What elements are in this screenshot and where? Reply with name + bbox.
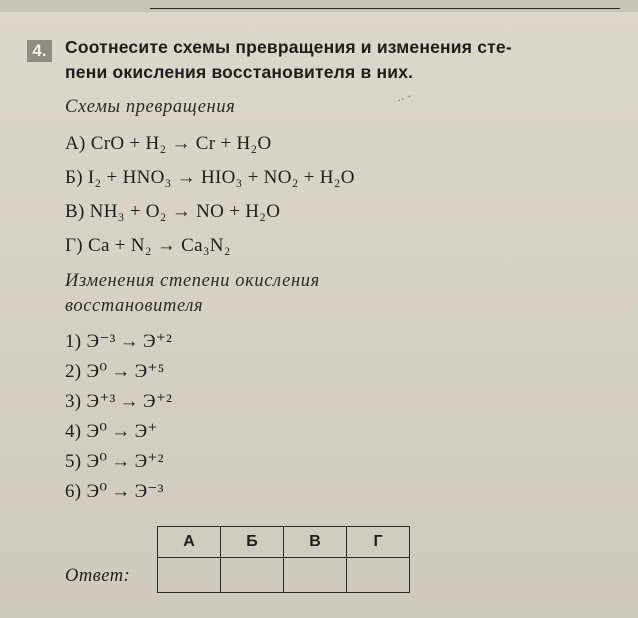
answer-cell-v[interactable] <box>284 558 347 593</box>
change-4-to: Э⁺ <box>134 421 158 442</box>
task-number: 4. <box>27 40 52 62</box>
answer-column-g: Г <box>347 527 410 558</box>
change-2-from: Э⁰ <box>86 361 108 382</box>
arrow-icon: → <box>119 391 139 412</box>
change-3-from: Э⁺³ <box>86 391 116 412</box>
answer-label: Ответ: <box>65 566 131 586</box>
changes-title-line-1: Изменения степени окисления <box>65 271 320 291</box>
change-1-label: 1) <box>65 331 82 352</box>
change-3-to: Э⁺² <box>142 391 173 412</box>
scheme-b <box>65 167 355 189</box>
schemes-title: Схемы превращения <box>65 97 236 117</box>
change-1-from: Э⁻³ <box>86 331 116 352</box>
task-statement <box>65 35 625 85</box>
answer-column-a: А <box>158 527 221 558</box>
change-6-label: 6) <box>65 481 82 502</box>
change-1-to: Э⁺² <box>142 331 173 352</box>
pencil-mark: ·ˑ ˊ <box>397 93 412 107</box>
scheme-a-label: А) <box>65 133 86 154</box>
change-5 <box>65 450 164 473</box>
arrow-icon: → <box>111 481 131 502</box>
answer-values-row <box>158 558 410 593</box>
answer-cell-a[interactable] <box>158 558 221 593</box>
task-statement-line-1: Соотнесите схемы превращения и изменения сте- <box>65 37 512 57</box>
arrow-icon: → <box>111 421 131 442</box>
previous-task-strip <box>0 0 638 12</box>
arrow-icon: → <box>111 451 131 472</box>
task-statement-line-2: пени окисления восстановителя в них. <box>65 62 414 82</box>
scheme-v <box>65 201 280 223</box>
change-2-label: 2) <box>65 361 82 382</box>
change-5-to: Э⁺² <box>134 451 164 472</box>
change-3-label: 3) <box>65 391 82 412</box>
change-2 <box>65 360 165 383</box>
change-4-from: Э⁰ <box>86 421 108 442</box>
answer-cell-g[interactable] <box>347 558 410 593</box>
scheme-a <box>65 133 271 155</box>
answer-header-row <box>158 527 410 558</box>
scheme-b-label: Б) <box>65 167 83 188</box>
arrow-icon: → <box>119 331 139 352</box>
scheme-v-equation: NH₃ + O₂ → NO + H₂O <box>89 201 281 222</box>
previous-answer-line <box>150 8 620 9</box>
arrow-icon: → <box>111 361 131 382</box>
scheme-g <box>65 235 231 257</box>
scheme-g-label: Г) <box>65 235 83 256</box>
change-6-from: Э⁰ <box>86 481 108 502</box>
scheme-b-equation: I₂ + HNO₃ → HIO₃ + NO₂ + H₂O <box>87 167 355 188</box>
change-1 <box>65 330 172 353</box>
answer-column-v: В <box>284 527 347 558</box>
answer-cell-b[interactable] <box>221 558 284 593</box>
change-3 <box>65 390 172 413</box>
change-4-label: 4) <box>65 421 82 442</box>
change-2-to: Э⁺⁵ <box>134 361 165 382</box>
answer-column-b: Б <box>221 527 284 558</box>
change-4 <box>65 420 158 443</box>
change-6-to: Э⁻³ <box>134 481 164 502</box>
scheme-v-label: В) <box>65 201 85 222</box>
change-6 <box>65 480 164 503</box>
changes-title-line-2: восстановителя <box>65 296 204 316</box>
scheme-g-equation: Ca + N₂ → Ca₃N₂ <box>87 235 231 256</box>
scheme-a-equation: CrO + H₂ → Cr + H₂O <box>90 133 272 154</box>
answer-table <box>157 526 410 593</box>
change-5-from: Э⁰ <box>86 451 108 472</box>
change-5-label: 5) <box>65 451 82 472</box>
